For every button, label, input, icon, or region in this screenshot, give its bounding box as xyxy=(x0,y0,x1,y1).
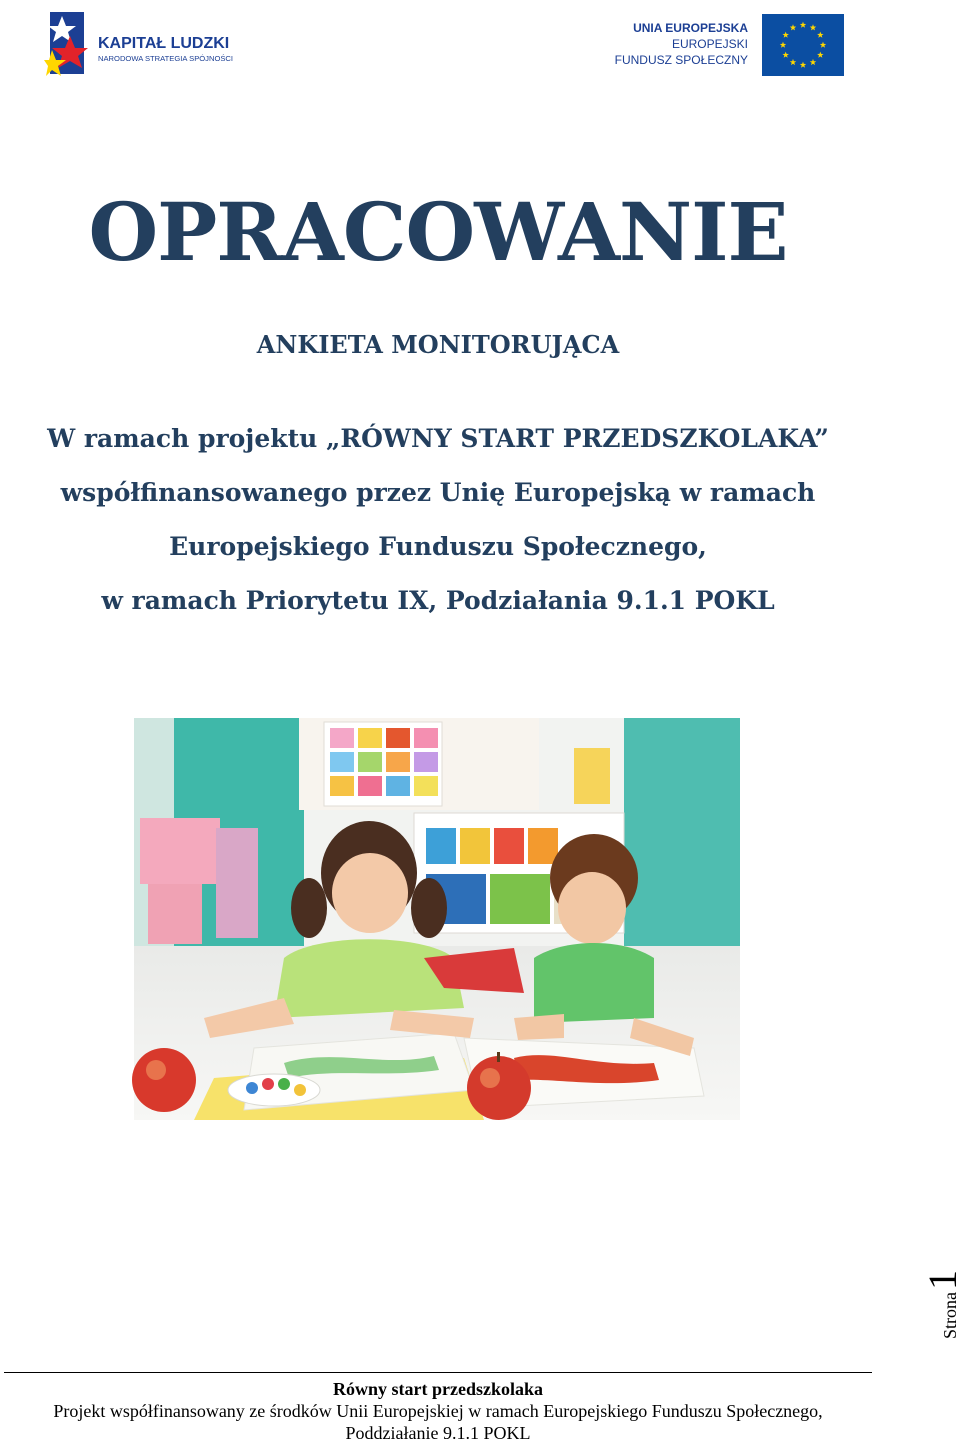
eu-flag-icon xyxy=(762,14,844,76)
description-line: współfinansowanego przez Unię Europejską w ramach xyxy=(60,478,816,507)
project-description xyxy=(0,412,876,628)
eu-efs-logo xyxy=(614,12,848,78)
page-label: Strona xyxy=(939,1291,960,1339)
description-line: w ramach Priorytetu IX, Podziałania 9.1.1 POKL xyxy=(101,586,775,615)
footer-divider xyxy=(4,1372,872,1373)
footer xyxy=(0,1378,876,1444)
document-title: OPRACOWANIE xyxy=(88,185,788,279)
eu-logo-line1: UNIA EUROPEJSKA xyxy=(633,21,748,35)
kl-logo-line2: NARODOWA STRATEGIA SPÓJNOŚCI xyxy=(98,54,234,63)
document-subtitle: ANKIETA MONITORUJĄCA xyxy=(256,330,620,359)
page-number xyxy=(919,1264,965,1344)
eu-logo-line2: EUROPEJSKI xyxy=(671,37,748,51)
footer-title: Równy start przedszkolaka xyxy=(333,1379,543,1399)
eu-logo-line3: FUNDUSZ SPOŁECZNY xyxy=(614,53,748,67)
description-line: W ramach projektu „RÓWNY START PRZEDSZKOLAKA” xyxy=(47,424,829,453)
pink-bag xyxy=(140,818,258,944)
page-number-value: 1 xyxy=(919,1269,965,1290)
footer-line: Poddziałanie 9.1.1 POKL xyxy=(345,1423,531,1443)
kapital-ludzki-star-icon xyxy=(44,12,88,76)
description-line: Europejskiego Funduszu Społecznego, xyxy=(169,532,707,561)
kl-logo-line1: KAPITAŁ LUDZKI xyxy=(98,35,230,52)
paint-palette xyxy=(228,1074,320,1106)
footer-line: Projekt współfinansowany ze środków Unii Europejskiej w ramach Europejskiego Funduszu Społecznego, xyxy=(53,1401,823,1421)
kapital-ludzki-logo xyxy=(44,10,254,80)
wall-poster xyxy=(324,722,442,806)
children-painting-photo xyxy=(134,718,740,1120)
